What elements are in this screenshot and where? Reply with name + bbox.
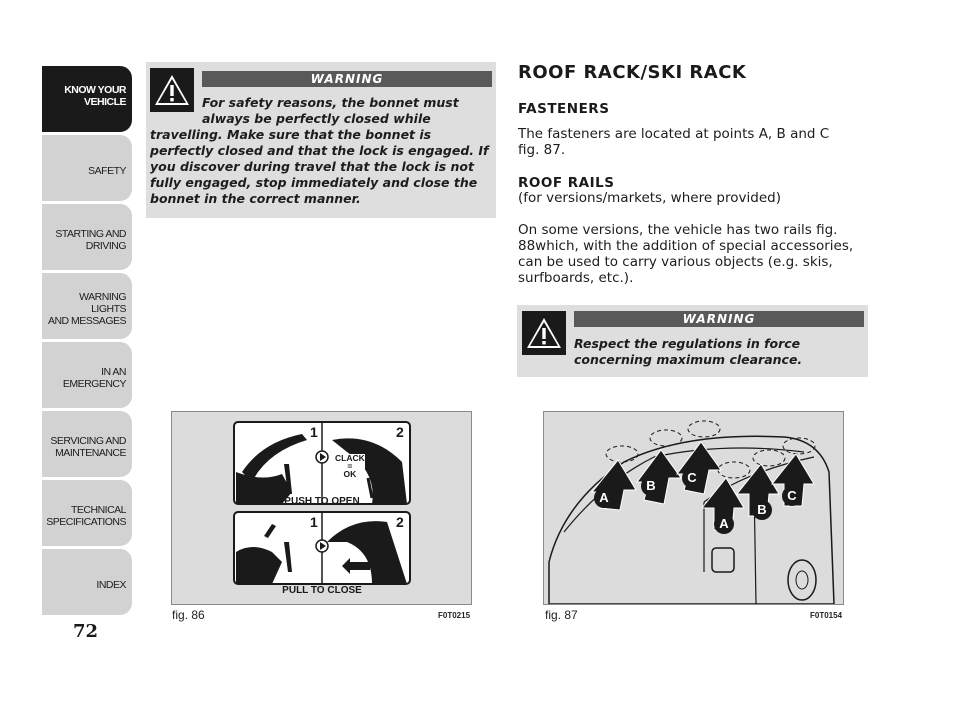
warning-title: WARNING xyxy=(574,311,864,327)
tab-servicing-and-maintenance[interactable]: SERVICING AND MAINTENANCE xyxy=(42,411,132,477)
letter-a-front: A xyxy=(594,488,614,508)
figure-86-label: fig. 86 xyxy=(172,608,205,622)
roof-rails-text: On some versions, the vehicle has two rails fig. 88which, with the addition of special accessories, can be used to carry various objects (e.g. skis, surfboards, etc.). xyxy=(518,222,854,286)
tab-safety[interactable]: SAFETY xyxy=(42,135,132,201)
arrow-b-front xyxy=(637,450,681,504)
fasteners-text: The fasteners are located at points A, B and C fig. 87. xyxy=(518,126,830,158)
warning-triangle-icon xyxy=(522,311,566,355)
fastener-arrows xyxy=(544,412,843,604)
step-2-number: 2 xyxy=(396,424,404,440)
figure-87 xyxy=(543,411,844,605)
warning-title: WARNING xyxy=(202,71,492,87)
step-1-number: 1 xyxy=(310,514,318,530)
tab-starting-and-driving[interactable]: STARTING AND DRIVING xyxy=(42,204,132,270)
letter-c-front: C xyxy=(682,468,702,488)
tab-warning-lights[interactable]: WARNING LIGHTS AND MESSAGES xyxy=(42,273,132,339)
warning-text-body: For safety reasons, the bonnet must always be perfectly closed while travelling. Make sure that the bonnet is perfectly closed and that the lock is engaged. If you discover during travel that the lock is not fully engaged, stop immediately and close the bonnet in the correct manner. xyxy=(150,95,489,206)
letter-b-rear: B xyxy=(752,500,772,520)
tab-know-your-vehicle[interactable]: KNOW YOUR VEHICLE xyxy=(42,66,132,132)
roof-rails-heading: ROOF RAILS xyxy=(518,175,615,191)
tab-in-an-emergency[interactable]: IN AN EMERGENCY xyxy=(42,342,132,408)
icon-float-spacer xyxy=(150,95,202,127)
tab-technical-specifications[interactable]: TECHNICAL SPECIFICATIONS xyxy=(42,480,132,546)
step-1-number: 1 xyxy=(310,424,318,440)
section-title: ROOF RACK/SKI RACK xyxy=(518,62,747,83)
figure-87-label: fig. 87 xyxy=(545,608,578,622)
page-number: 72 xyxy=(73,621,99,642)
letter-b-front: B xyxy=(641,476,661,496)
roof-rails-subheading: (for versions/markets, where provided) xyxy=(518,190,781,206)
tab-index[interactable]: INDEX xyxy=(42,549,132,615)
clack-label: CLACK = OK xyxy=(335,453,365,479)
letter-a-rear: A xyxy=(714,514,734,534)
figure-87-code: F0T0154 xyxy=(810,611,843,620)
warning-text: Respect the regulations in force concerning maximum clearance. xyxy=(574,336,803,367)
warning-box-bonnet xyxy=(146,62,496,218)
warning-text xyxy=(150,95,492,207)
figure-86 xyxy=(171,411,472,605)
fasteners-heading: FASTENERS xyxy=(518,101,610,117)
bonnet-lever-illustration xyxy=(172,412,471,604)
figure-86-code: F0T0215 xyxy=(438,611,471,620)
warning-box-clearance xyxy=(517,305,868,377)
step-2-number: 2 xyxy=(396,514,404,530)
push-to-open-label: PUSH TO OPEN xyxy=(284,496,360,507)
arrow-c-front xyxy=(677,442,721,494)
pull-to-close-label: PULL TO CLOSE xyxy=(282,585,362,596)
letter-c-rear: C xyxy=(782,486,802,506)
